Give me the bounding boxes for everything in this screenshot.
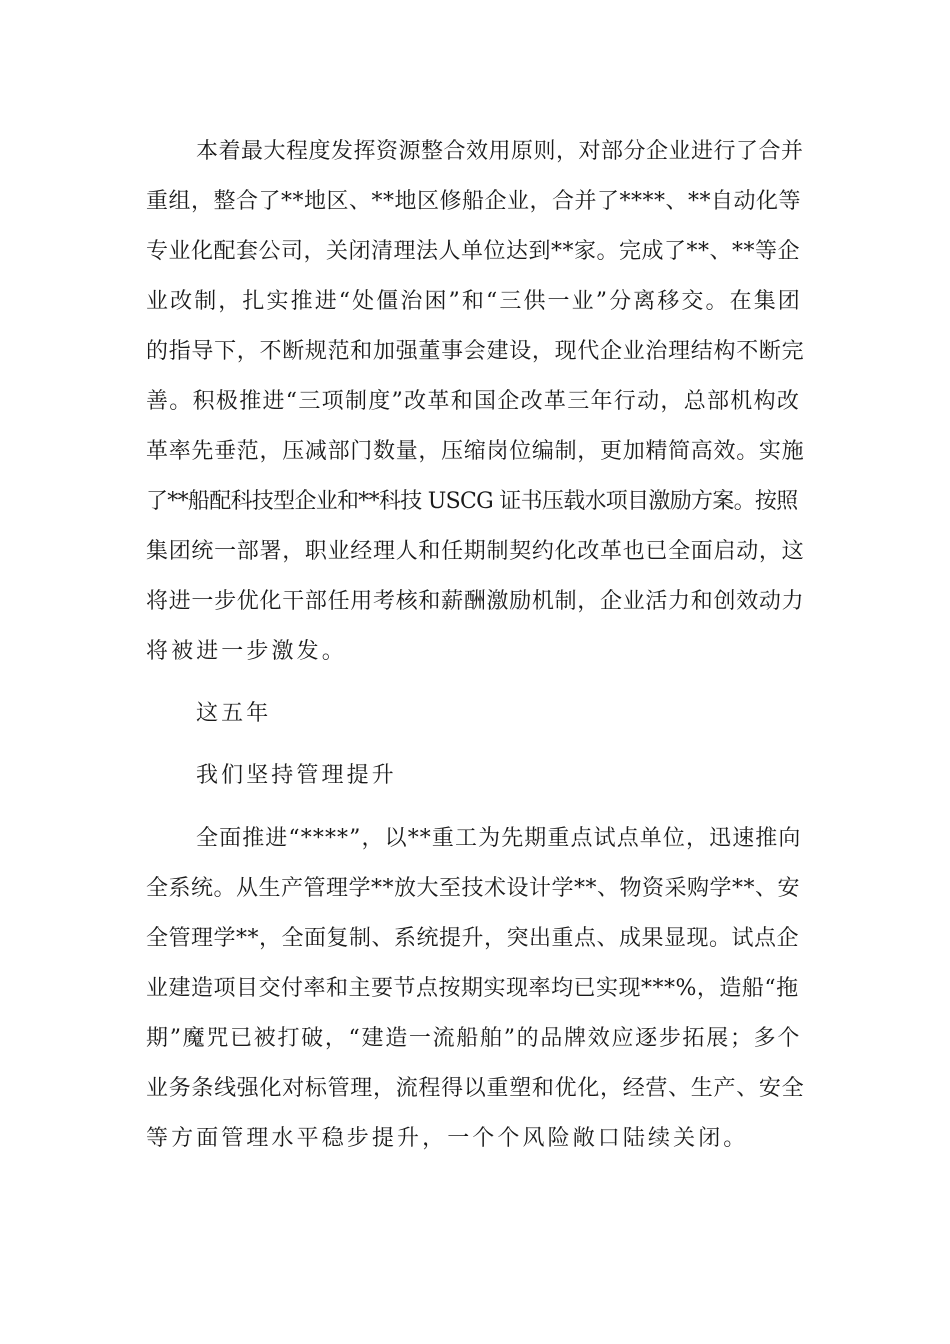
paragraph-line: 全系统。从生产管理学**放大至技术设计学**、物资采购学**、安 — [146, 876, 801, 901]
paragraph-line: 全面推进“****”，以**重工为先期重点试点单位，迅速推向 — [196, 826, 802, 851]
section-subheading: 我们坚持管理提升 — [196, 763, 397, 788]
paragraph-line: 了**船配科技型企业和**科技 USCG 证书压载水项目激励方案。按照 — [146, 489, 798, 514]
paragraph-line: 期”魔咒已被打破，“建造一流船舶”的品牌效应逐步拓展；多个 — [146, 1026, 802, 1051]
paragraph-line: 将被进一步激发。 — [146, 639, 347, 664]
section-heading: 这五年 — [196, 701, 272, 726]
paragraph-line: 革率先垂范，压减部门数量，压缩岗位编制，更加精简高效。实施 — [146, 439, 805, 464]
paragraph-line: 将进一步优化干部任用考核和薪酬激励机制，企业活力和创效动力 — [146, 589, 805, 614]
paragraph-line: 善。积极推进“三项制度”改革和国企改革三年行动，总部机构改 — [146, 389, 801, 414]
paragraph-line: 等方面管理水平稳步提升，一个个风险敞口陆续关闭。 — [146, 1126, 749, 1151]
paragraph-line: 专业化配套公司，关闭清理法人单位达到**家。完成了**、**等企 — [146, 239, 801, 264]
paragraph-line: 业建造项目交付率和主要节点按期实现率均已实现***%，造船“拖 — [146, 976, 799, 1001]
paragraph-line: 集团统一部署，职业经理人和任期制契约化改革也已全面启动，这 — [146, 539, 805, 564]
paragraph-line: 业改制，扎实推进“处僵治困”和“三供一业”分离移交。在集团 — [146, 289, 802, 314]
paragraph-line: 重组，整合了**地区、**地区修船企业，合并了****、**自动化等 — [146, 189, 802, 214]
paragraph-line: 全管理学**，全面复制、系统提升，突出重点、成果显现。试点企 — [146, 926, 800, 951]
paragraph-line: 的指导下，不断规范和加强董事会建设，现代企业治理结构不断完 — [146, 339, 805, 364]
paragraph-line: 业务条线强化对标管理，流程得以重塑和优化，经营、生产、安全 — [146, 1076, 805, 1101]
paragraph-line: 本着最大程度发挥资源整合效用原则，对部分企业进行了合并 — [196, 139, 804, 164]
